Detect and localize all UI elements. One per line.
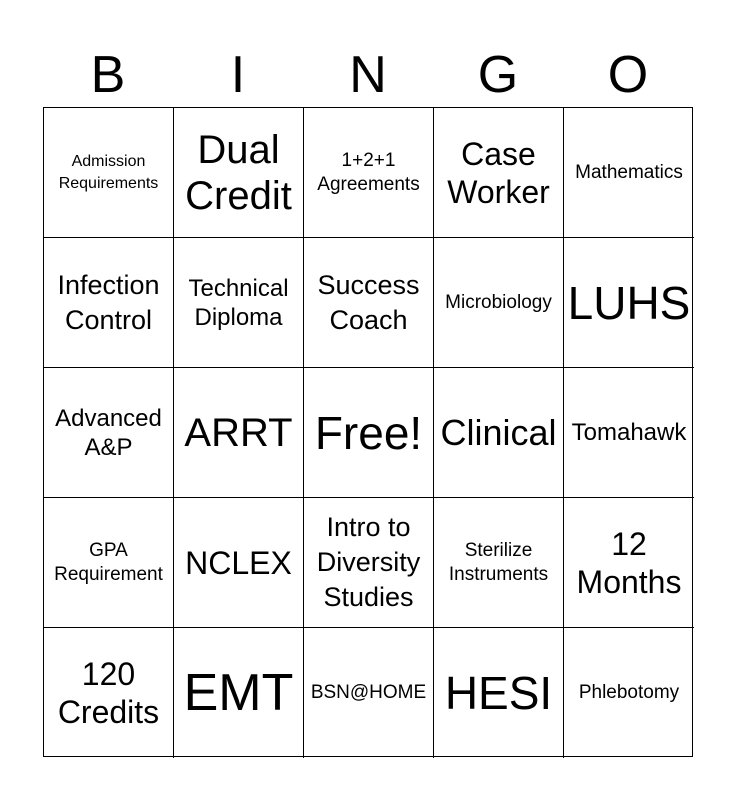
- cell-label: Advanced A&P: [55, 404, 162, 461]
- bingo-cell-r2-c5[interactable]: [564, 238, 694, 368]
- cell-label: BSN@HOME: [310, 682, 427, 703]
- bingo-cell-r5-c5[interactable]: [564, 628, 694, 758]
- cell-label: LUHS: [567, 276, 691, 329]
- cell-label: Technical Diploma: [188, 274, 289, 331]
- cell-label: Microbiology: [445, 291, 552, 313]
- header-letter-o: O: [607, 46, 649, 104]
- cell-label: Free!: [314, 406, 423, 459]
- bingo-cell-r2-c3[interactable]: [304, 238, 434, 368]
- cell-label: ARRT: [184, 410, 293, 455]
- bingo-cell-r1-c4[interactable]: [434, 108, 564, 238]
- cell-label: Tomahawk: [571, 419, 687, 446]
- bingo-cell-r3-c5[interactable]: [564, 368, 694, 498]
- cell-label: Phlebotomy: [578, 682, 680, 703]
- bingo-cell-r3-c2[interactable]: [174, 368, 304, 498]
- header-letter-g: G: [477, 46, 519, 104]
- bingo-cell-r5-c1[interactable]: [44, 628, 174, 758]
- bingo-cell-r4-c2[interactable]: [174, 498, 304, 628]
- cell-label: 120 Credits: [57, 656, 160, 730]
- cell-label: Mathematics: [575, 161, 683, 183]
- bingo-cell-r4-c5[interactable]: [564, 498, 694, 628]
- bingo-cell-r2-c4[interactable]: [434, 238, 564, 368]
- bingo-board: [43, 107, 693, 757]
- bingo-cell-r1-c5[interactable]: [564, 108, 694, 238]
- bingo-cell-r1-c1[interactable]: [44, 108, 174, 238]
- header-letter-i: I: [230, 46, 246, 104]
- bingo-cell-r2-c1[interactable]: [44, 238, 174, 368]
- bingo-cell-r5-c4[interactable]: [434, 628, 564, 758]
- header-letter-n: N: [349, 46, 387, 104]
- bingo-cell-r1-c2[interactable]: [174, 108, 304, 238]
- cell-label: 1+2+1 Agreements: [317, 149, 420, 195]
- cell-label: Dual Credit: [185, 127, 292, 218]
- bingo-cell-r2-c2[interactable]: [174, 238, 304, 368]
- cell-label: Success Coach: [317, 269, 420, 335]
- cell-label: Clinical: [440, 412, 557, 453]
- cell-label: 12 Months: [576, 525, 682, 600]
- cell-label: Infection Control: [57, 269, 160, 335]
- bingo-cell-r5-c3[interactable]: [304, 628, 434, 758]
- bingo-cell-r4-c4[interactable]: [434, 498, 564, 628]
- cell-label: HESI: [444, 667, 553, 719]
- bingo-cell-r5-c2[interactable]: [174, 628, 304, 758]
- bingo-cell-r3-c4[interactable]: [434, 368, 564, 498]
- cell-label: Intro to Diversity Studies: [316, 512, 421, 612]
- bingo-cell-r3-c1[interactable]: [44, 368, 174, 498]
- cell-label: Sterilize Instruments: [448, 539, 549, 585]
- cell-label: NCLEX: [185, 544, 292, 581]
- bingo-header: [43, 44, 693, 106]
- bingo-cell-r4-c3[interactable]: [304, 498, 434, 628]
- cell-label: Case Worker: [447, 135, 550, 210]
- cell-label: GPA Requirement: [54, 539, 163, 585]
- bingo-cell-r3-c3[interactable]: [304, 368, 434, 498]
- bingo-cell-r1-c3[interactable]: [304, 108, 434, 238]
- header-letter-b: B: [90, 46, 126, 104]
- cell-label: Admission Requirements: [58, 152, 159, 192]
- bingo-cell-r4-c1[interactable]: [44, 498, 174, 628]
- cell-label: EMT: [183, 664, 294, 722]
